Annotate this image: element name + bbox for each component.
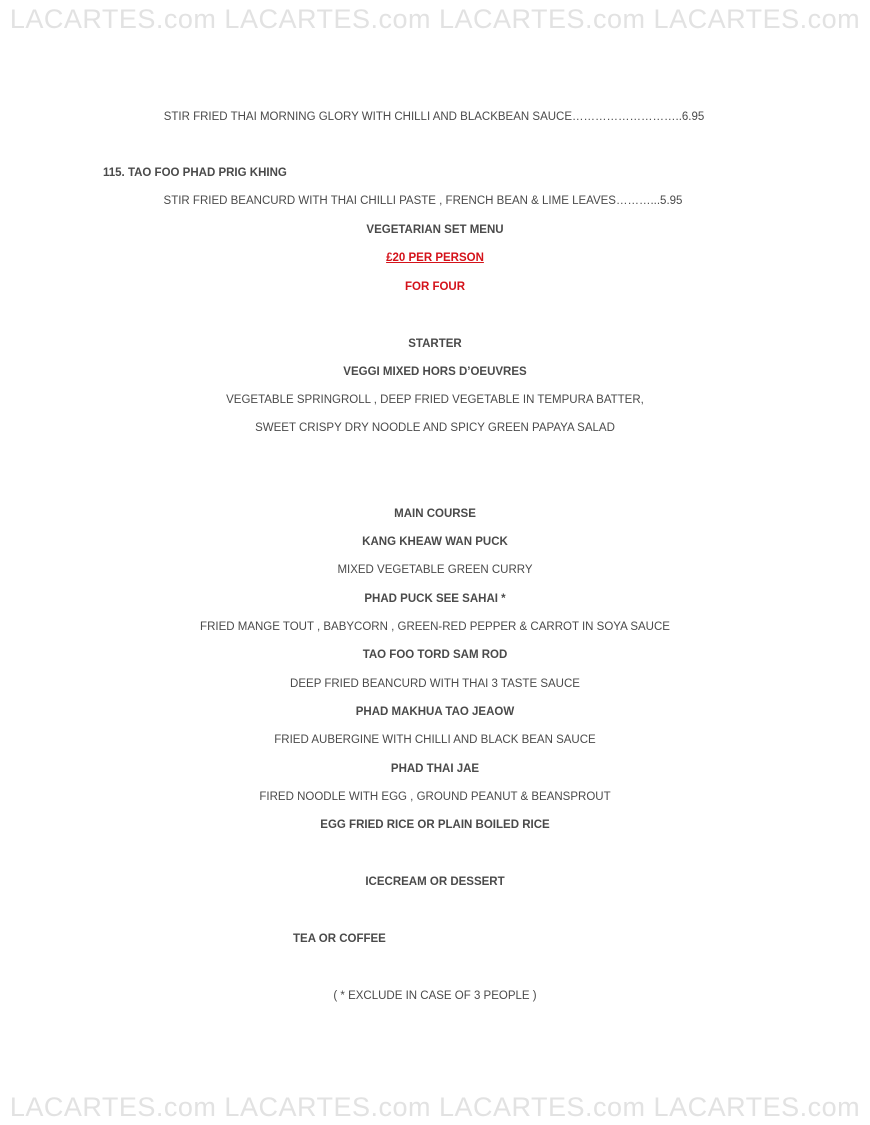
main-item-description: DEEP FRIED BEANCURD WITH THAI 3 TASTE SAUCE [290,678,580,690]
main-course-heading: MAIN COURSE [394,508,476,520]
morning-glory-description: STIR FRIED THAI MORNING GLORY WITH CHILLI AND BLACKBEAN SAUCE………………………..6.95 [163,111,705,123]
starter-description-line-1: VEGETABLE SPRINGROLL , DEEP FRIED VEGETABLE IN TEMPURA BATTER, [226,394,644,406]
drinks-choice: TEA OR COFFEE [293,933,386,945]
main-item-name: PHAD PUCK SEE SAHAI * [364,593,506,605]
watermark-bottom: LACARTES.com LACARTES.com LACARTES.com LACARTES.com [9,1092,861,1122]
item-115-description: STIR FRIED BEANCURD WITH THAI CHILLI PASTE , FRENCH BEAN & LIME LEAVES………...5.95 [163,195,683,207]
main-item-name: TAO FOO TORD SAM ROD [362,649,508,661]
set-menu-title: VEGETARIAN SET MENU [366,224,504,236]
main-item-description: MIXED VEGETABLE GREEN CURRY [337,564,533,576]
main-item-description: FRIED MANGE TOUT , BABYCORN , GREEN-RED PEPPER & CARROT IN SOYA SAUCE [200,621,670,633]
main-item-description: FIRED NOODLE WITH EGG , GROUND PEANUT & BEANSPROUT [259,791,611,803]
main-item-description: FRIED AUBERGINE WITH CHILLI AND BLACK BEAN SAUCE [274,734,596,746]
watermark-top: LACARTES.com LACARTES.com LACARTES.com LACARTES.com [9,4,861,34]
dessert-choice: ICECREAM OR DESSERT [365,876,505,888]
exclusion-note: ( * EXCLUDE IN CASE OF 3 PEOPLE ) [333,990,537,1002]
set-menu-price: £20 PER PERSON [386,252,484,264]
main-item-name: PHAD THAI JAE [390,763,480,775]
set-menu-for-four: FOR FOUR [404,281,466,293]
item-115-title: 115. TAO FOO PHAD PRIG KHING [103,167,287,179]
starter-heading: STARTER [408,338,462,350]
main-item-name: PHAD MAKHUA TAO JEAOW [355,706,515,718]
starter-description-line-2: SWEET CRISPY DRY NOODLE AND SPICY GREEN PAPAYA SALAD [255,422,615,434]
main-item-name: KANG KHEAW WAN PUCK [362,536,508,548]
starter-name: VEGGI MIXED HORS D’OEUVRES [343,366,527,378]
rice-choice: EGG FRIED RICE OR PLAIN BOILED RICE [320,819,550,831]
